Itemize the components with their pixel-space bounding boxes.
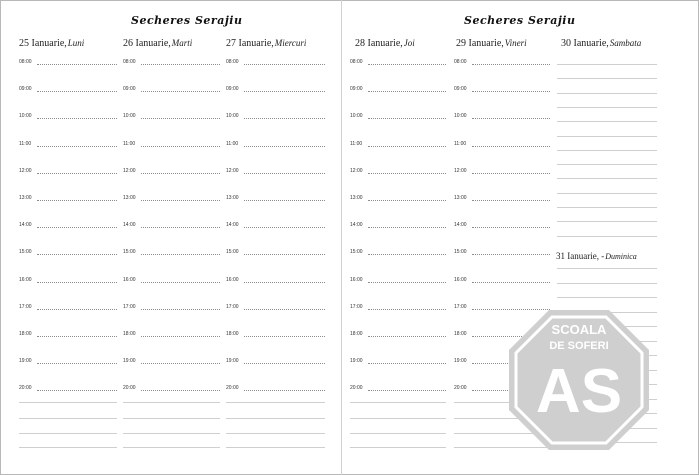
day-header	[226, 38, 306, 49]
time-slot[interactable]	[226, 384, 325, 394]
day-weekday: Miercuri	[274, 38, 307, 48]
time-label: 20:00	[123, 385, 136, 392]
time-label: 10:00	[123, 113, 136, 120]
time-slot[interactable]	[350, 384, 446, 394]
blank-line	[557, 221, 657, 222]
writing-line	[472, 146, 550, 147]
time-slot[interactable]	[19, 248, 117, 258]
blank-line	[557, 78, 657, 79]
time-label: 10:00	[454, 113, 467, 120]
time-slot[interactable]	[123, 167, 220, 177]
time-label: 10:00	[350, 113, 363, 120]
day-header	[355, 38, 415, 49]
time-slot[interactable]	[19, 194, 117, 204]
blank-line	[557, 93, 657, 94]
time-slot[interactable]	[454, 221, 550, 231]
time-slot[interactable]	[226, 303, 325, 313]
blank-line	[557, 297, 657, 298]
writing-line	[37, 91, 117, 92]
writing-line	[37, 254, 117, 255]
time-slot[interactable]	[123, 112, 220, 122]
brand-title-left: Secheres Serajiu	[131, 14, 243, 27]
time-label: 17:00	[350, 303, 363, 310]
writing-line	[141, 254, 220, 255]
writing-line	[472, 254, 550, 255]
time-label: 12:00	[123, 167, 136, 174]
writing-line	[141, 64, 220, 65]
blank-line	[19, 433, 117, 434]
time-label: 11:00	[454, 140, 467, 147]
time-slot[interactable]	[454, 248, 550, 258]
time-slot[interactable]	[454, 167, 550, 177]
day-weekday: Marti	[171, 38, 193, 48]
time-label: 11:00	[350, 140, 363, 147]
time-label: 08:00	[350, 59, 363, 65]
time-slot[interactable]	[454, 58, 550, 68]
time-slot[interactable]	[350, 303, 446, 313]
blank-line	[557, 136, 657, 137]
time-slot[interactable]	[350, 194, 446, 204]
time-label: 18:00	[226, 331, 239, 337]
time-label: 16:00	[226, 276, 239, 283]
time-slot[interactable]	[19, 303, 117, 313]
time-label: 12:00	[350, 167, 363, 174]
day-column-wednesday	[226, 0, 325, 475]
writing-line	[141, 91, 220, 92]
time-slot[interactable]	[454, 112, 550, 122]
writing-line	[244, 336, 325, 337]
blank-line	[19, 418, 117, 419]
day-date: 30 Ianuarie,	[561, 38, 609, 49]
time-label: 11:00	[226, 140, 239, 147]
time-slot[interactable]	[19, 221, 117, 231]
writing-line	[244, 200, 325, 201]
time-slot[interactable]	[123, 194, 220, 204]
time-slot[interactable]	[226, 140, 325, 150]
time-slot[interactable]	[19, 384, 117, 394]
time-label: 09:00	[350, 86, 363, 93]
time-slot[interactable]	[123, 384, 220, 394]
time-label: 13:00	[226, 195, 239, 201]
blank-line	[557, 150, 657, 151]
writing-line	[37, 363, 117, 364]
writing-line	[244, 91, 325, 92]
time-slot[interactable]	[350, 357, 446, 367]
time-label: 16:00	[19, 276, 32, 283]
time-slot[interactable]	[123, 85, 220, 95]
writing-line	[37, 282, 117, 283]
writing-line	[368, 282, 446, 283]
writing-line	[244, 309, 325, 310]
time-slot[interactable]	[454, 140, 550, 150]
time-label: 10:00	[19, 113, 32, 120]
blank-line	[350, 447, 446, 448]
writing-line	[141, 309, 220, 310]
writing-line	[141, 282, 220, 283]
time-slot[interactable]	[350, 167, 446, 177]
day-weekday: Luni	[67, 38, 85, 48]
time-slot[interactable]	[226, 167, 325, 177]
writing-line	[141, 363, 220, 364]
time-slot[interactable]	[350, 248, 446, 258]
writing-line	[244, 173, 325, 174]
time-slot[interactable]	[350, 140, 446, 150]
page-spine	[341, 0, 342, 475]
logo-letters: AS	[535, 357, 623, 426]
blank-line	[226, 447, 325, 448]
time-slot[interactable]	[19, 85, 117, 95]
writing-line	[244, 227, 325, 228]
day-header	[123, 38, 192, 49]
time-label: 08:00	[19, 59, 32, 65]
time-label: 15:00	[19, 249, 32, 256]
writing-line	[37, 336, 117, 337]
writing-line	[368, 200, 446, 201]
time-label: 17:00	[19, 303, 32, 310]
blank-line	[123, 418, 220, 419]
time-slot[interactable]	[123, 140, 220, 150]
blank-line	[350, 433, 446, 434]
day-column-monday	[19, 0, 117, 475]
time-slot[interactable]	[123, 303, 220, 313]
writing-line	[472, 282, 550, 283]
time-slot[interactable]	[123, 276, 220, 286]
blank-line	[557, 164, 657, 165]
blank-line	[557, 236, 657, 237]
writing-line	[368, 309, 446, 310]
writing-line	[368, 173, 446, 174]
writing-line	[141, 336, 220, 337]
writing-line	[141, 227, 220, 228]
time-label: 16:00	[454, 276, 467, 283]
time-slot[interactable]	[226, 221, 325, 231]
time-label: 12:00	[19, 167, 32, 174]
time-label: 13:00	[123, 195, 136, 201]
writing-line	[472, 173, 550, 174]
writing-line	[472, 64, 550, 65]
time-label: 19:00	[19, 358, 32, 365]
time-label: 14:00	[19, 222, 32, 229]
blank-line	[350, 402, 446, 403]
blank-line	[557, 64, 657, 65]
blank-line	[226, 418, 325, 419]
writing-line	[368, 363, 446, 364]
time-slot[interactable]	[123, 357, 220, 367]
time-label: 13:00	[19, 195, 32, 201]
time-slot[interactable]	[19, 330, 117, 340]
time-slot[interactable]	[454, 85, 550, 95]
time-label: 15:00	[454, 249, 467, 256]
blank-line	[350, 418, 446, 419]
writing-line	[141, 146, 220, 147]
time-slot[interactable]	[226, 276, 325, 286]
logo-line1: SCOALA	[551, 322, 607, 337]
writing-line	[244, 390, 325, 391]
time-slot[interactable]	[123, 330, 220, 340]
time-label: 08:00	[123, 59, 136, 65]
writing-line	[244, 363, 325, 364]
writing-line	[472, 227, 550, 228]
writing-line	[141, 200, 220, 201]
time-label: 16:00	[350, 276, 363, 283]
writing-line	[472, 200, 550, 201]
time-slot[interactable]	[226, 248, 325, 258]
writing-line	[368, 146, 446, 147]
writing-line	[141, 390, 220, 391]
sunday-header	[556, 251, 637, 261]
time-slot[interactable]	[226, 357, 325, 367]
writing-line	[244, 254, 325, 255]
blank-line	[226, 433, 325, 434]
time-label: 20:00	[454, 385, 467, 392]
time-label: 12:00	[454, 167, 467, 174]
writing-line	[368, 118, 446, 119]
time-label: 12:00	[226, 167, 239, 174]
time-label: 08:00	[226, 59, 239, 65]
writing-line	[37, 146, 117, 147]
day-column-thursday	[350, 0, 446, 475]
writing-line	[368, 390, 446, 391]
blank-line	[557, 283, 657, 284]
time-label: 19:00	[123, 358, 136, 365]
time-label: 15:00	[123, 249, 136, 256]
time-slot[interactable]	[454, 276, 550, 286]
writing-line	[37, 64, 117, 65]
day-header	[19, 38, 84, 49]
time-slot[interactable]	[19, 112, 117, 122]
blank-line	[557, 193, 657, 194]
blank-line	[19, 447, 117, 448]
day-weekday: Joi	[403, 38, 415, 48]
time-slot[interactable]	[454, 194, 550, 204]
time-label: 19:00	[350, 358, 363, 365]
time-slot[interactable]	[19, 58, 117, 68]
time-slot[interactable]	[350, 58, 446, 68]
blank-line	[557, 268, 657, 269]
day-header	[456, 38, 527, 49]
writing-line	[37, 118, 117, 119]
time-label: 20:00	[226, 385, 239, 392]
writing-line	[368, 64, 446, 65]
time-label: 08:00	[454, 59, 467, 65]
time-label: 14:00	[350, 222, 363, 229]
time-slot[interactable]	[123, 248, 220, 258]
time-label: 19:00	[454, 358, 467, 365]
time-label: 09:00	[123, 86, 136, 93]
time-label: 13:00	[454, 195, 467, 201]
time-label: 15:00	[226, 249, 239, 256]
time-label: 11:00	[123, 140, 136, 147]
time-label: 09:00	[454, 86, 467, 93]
time-slot[interactable]	[226, 194, 325, 204]
time-slot[interactable]	[123, 58, 220, 68]
time-label: 18:00	[123, 331, 136, 337]
time-slot[interactable]	[19, 357, 117, 367]
writing-line	[37, 390, 117, 391]
day-date: 28 Ianuarie,	[355, 38, 403, 49]
time-slot[interactable]	[226, 330, 325, 340]
time-label: 17:00	[226, 303, 239, 310]
time-slot[interactable]	[350, 221, 446, 231]
time-label: 18:00	[454, 331, 467, 337]
time-label: 20:00	[19, 385, 32, 392]
day-date: 29 Ianuarie,	[456, 38, 504, 49]
day-date: 31 Ianuarie, -	[556, 251, 605, 261]
blank-line	[123, 447, 220, 448]
time-label: 17:00	[123, 303, 136, 310]
writing-line	[244, 282, 325, 283]
time-label: 20:00	[350, 385, 363, 392]
writing-line	[37, 173, 117, 174]
day-weekday: Vineri	[504, 38, 527, 48]
time-label: 18:00	[19, 331, 32, 337]
time-slot[interactable]	[226, 112, 325, 122]
time-slot[interactable]	[350, 330, 446, 340]
time-slot[interactable]	[350, 85, 446, 95]
time-slot[interactable]	[226, 58, 325, 68]
writing-line	[472, 91, 550, 92]
time-label: 10:00	[226, 113, 239, 120]
time-label: 11:00	[19, 140, 32, 147]
blank-line	[19, 402, 117, 403]
day-date: 25 Ianuarie,	[19, 38, 67, 49]
writing-line	[244, 64, 325, 65]
time-slot[interactable]	[19, 167, 117, 177]
time-label: 14:00	[226, 222, 239, 229]
time-label: 14:00	[123, 222, 136, 229]
day-weekday: Duminica	[605, 252, 637, 261]
time-slot[interactable]	[350, 276, 446, 286]
writing-line	[472, 118, 550, 119]
blank-line	[557, 121, 657, 122]
writing-line	[368, 227, 446, 228]
time-label: 09:00	[226, 86, 239, 93]
day-weekday: Sambata	[609, 38, 642, 48]
driving-school-logo	[507, 308, 651, 452]
writing-line	[37, 200, 117, 201]
blank-line	[557, 178, 657, 179]
time-label: 15:00	[350, 249, 363, 256]
day-column-tuesday	[123, 0, 220, 475]
time-slot[interactable]	[123, 221, 220, 231]
writing-line	[368, 91, 446, 92]
blank-line	[123, 402, 220, 403]
writing-line	[244, 118, 325, 119]
blank-line	[123, 433, 220, 434]
writing-line	[141, 173, 220, 174]
day-date: 27 Ianuarie,	[226, 38, 274, 49]
time-slot[interactable]	[350, 112, 446, 122]
time-label: 14:00	[454, 222, 467, 229]
time-label: 09:00	[19, 86, 32, 93]
blank-line	[557, 107, 657, 108]
writing-line	[368, 336, 446, 337]
brand-title-right: Secheres Serajiu	[464, 14, 576, 27]
writing-line	[244, 146, 325, 147]
day-header	[561, 38, 641, 49]
time-slot[interactable]	[19, 140, 117, 150]
blank-line	[226, 402, 325, 403]
time-label: 19:00	[226, 358, 239, 365]
logo-line2: DE SOFERI	[549, 340, 609, 352]
time-label: 17:00	[454, 303, 467, 310]
writing-line	[37, 309, 117, 310]
day-date: 26 Ianuarie,	[123, 38, 171, 49]
blank-line	[557, 207, 657, 208]
time-slot[interactable]	[226, 85, 325, 95]
writing-line	[141, 118, 220, 119]
time-label: 13:00	[350, 195, 363, 201]
time-label: 18:00	[350, 331, 363, 337]
time-label: 16:00	[123, 276, 136, 283]
writing-line	[368, 254, 446, 255]
time-slot[interactable]	[19, 276, 117, 286]
writing-line	[37, 227, 117, 228]
